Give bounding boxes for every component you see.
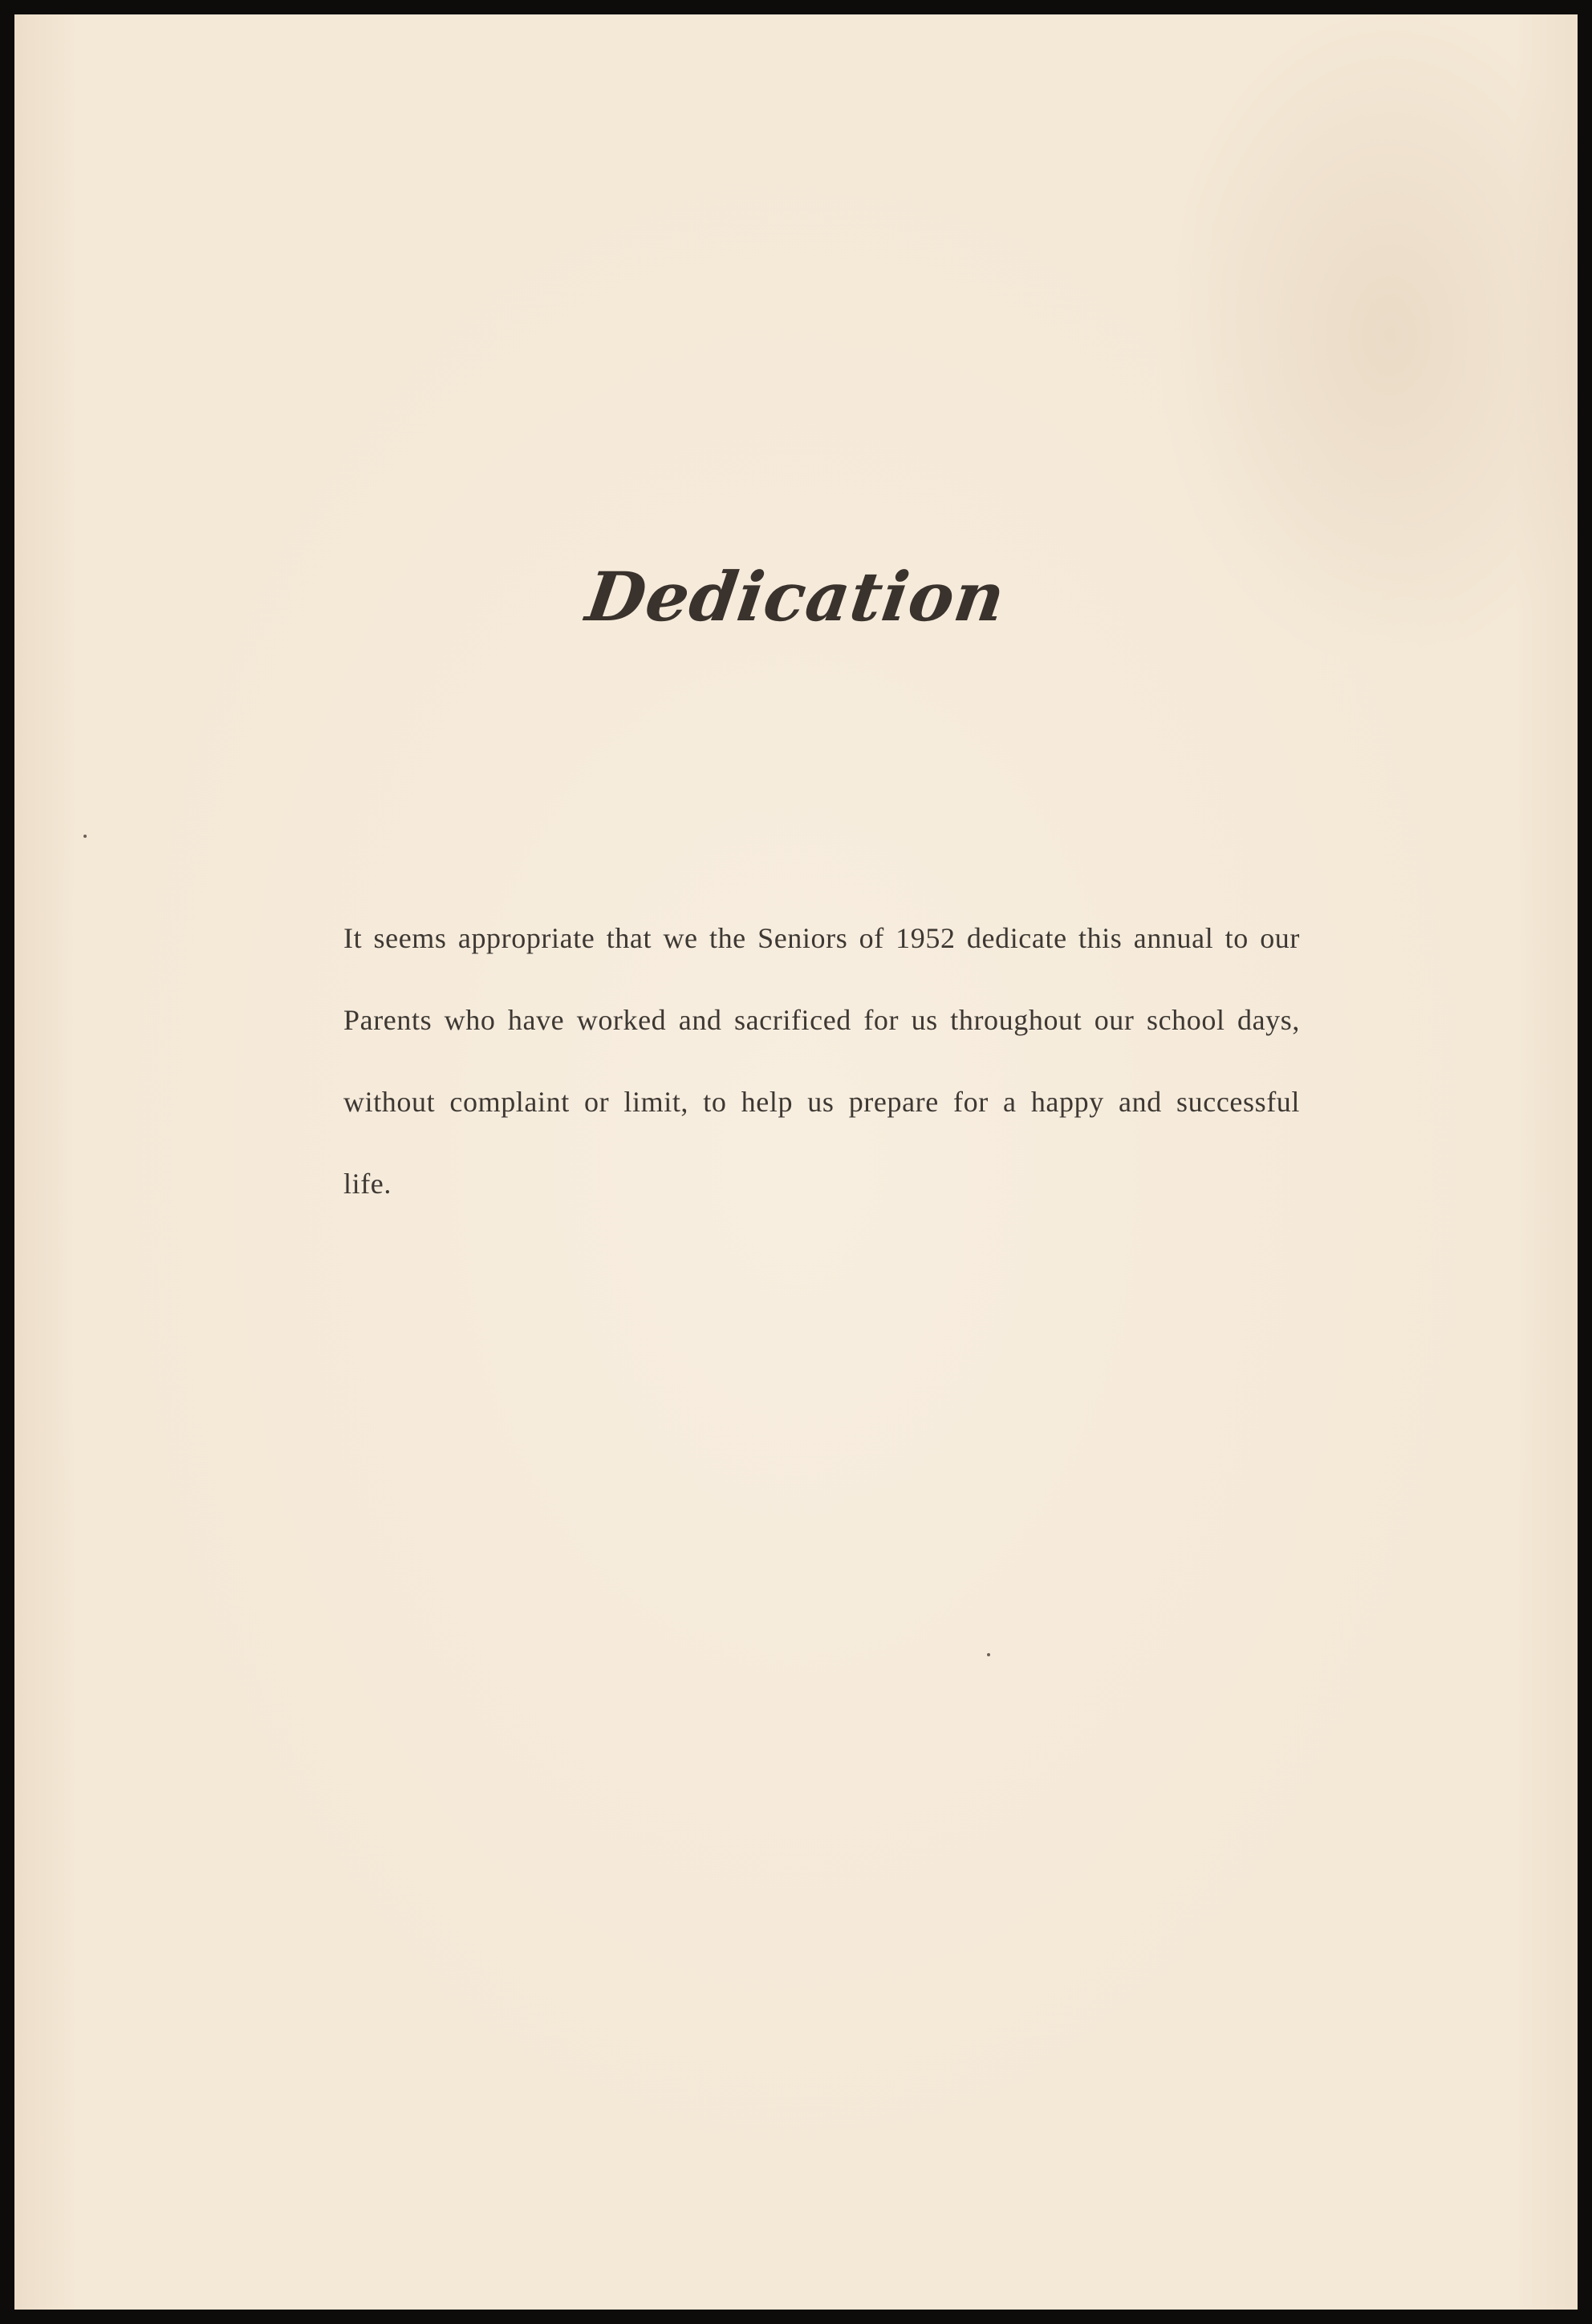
paper-speck: [987, 1653, 990, 1656]
dedication-paragraph: It seems appropriate that we the Seniors of 1952 dedicate this annual to our Parents who have worked and sacrificed for us throughout our school days, without complaint or limit, to help us prepare for a happy and successful life.: [343, 922, 1300, 1200]
page-title: Dedication: [581, 557, 1011, 636]
yearbook-page: [14, 14, 1578, 2310]
paper-speck: [83, 835, 87, 838]
